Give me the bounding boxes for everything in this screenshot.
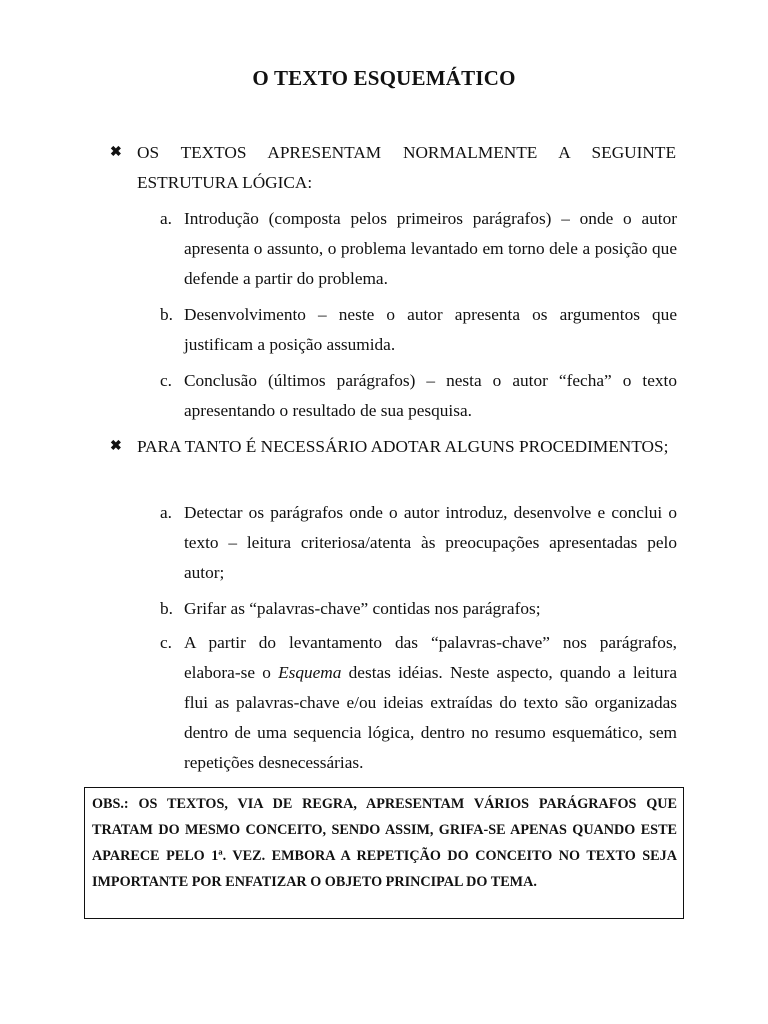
emphasis-esquema: Esquema <box>278 663 342 682</box>
list-item-conclusao <box>160 366 677 426</box>
list-item-text-start: A partir do levantamento das “palavras-chave” nos parágrafos, elabora-se o <box>184 633 677 682</box>
list-item-label: b. <box>160 599 173 618</box>
x-mark-icon: ✖ <box>110 439 122 454</box>
page-title: O TEXTO ESQUEMÁTICO <box>252 66 516 90</box>
list-item-text: Conclusão (últimos parágrafos) – nesta o autor “fecha” o texto apresentando o resultado de sua pesquisa. <box>184 371 677 420</box>
list-item-label: c. <box>160 371 172 390</box>
list-item-label: a. <box>160 503 172 522</box>
list-item-detectar <box>160 498 677 588</box>
list-item-grifar <box>160 594 677 624</box>
x-mark-icon: ✖ <box>110 145 122 160</box>
list-item-introducao <box>160 204 677 294</box>
bullet-item-structure <box>110 138 676 197</box>
bullet-text: PARA TANTO É NECESSÁRIO ADOTAR ALGUNS PROCEDIMENTOS; <box>137 437 669 456</box>
bullet-text: OS TEXTOS APRESENTAM NORMALMENTE A SEGUINTE ESTRUTURA LÓGICA: <box>137 143 676 192</box>
list-item-label: a. <box>160 209 172 228</box>
list-item-text: Introdução (composta pelos primeiros parágrafos) – onde o autor apresenta o assunto, o problema levantado em torno dele a posição que defende a partir do problema. <box>184 209 677 288</box>
list-item-text-end: destas idéias. Neste aspecto, quando a leitura flui as palavras-chave e/ou ideias extraídas do texto são organizadas dentro de uma sequencia lógica, dentro no resumo esquemático, sem repetições desnecessárias. <box>184 663 677 772</box>
list-item-text: Grifar as “palavras-chave” contidas nos parágrafos; <box>184 599 541 618</box>
list-item-text: Desenvolvimento – neste o autor apresenta os argumentos que justificam a posição assumida. <box>184 305 677 354</box>
list-item-label: c. <box>160 633 172 652</box>
list-item-text <box>184 628 677 778</box>
list-item-desenvolvimento <box>160 300 677 360</box>
list-item-text: Detectar os parágrafos onde o autor introduz, desenvolve e conclui o texto – leitura criteriosa/atenta às preocupações apresentadas pelo autor; <box>184 503 677 582</box>
list-item-esquema <box>160 628 677 778</box>
observation-box: OBS.: OS TEXTOS, VIA DE REGRA, APRESENTAM VÁRIOS PARÁGRAFOS QUE TRATAM DO MESMO CONCEITO, SENDO ASSIM, GRIFA-SE APENAS QUANDO ESTE APARECE PELO 1ª. VEZ. EMBORA A REPETIÇÃO DO CONCEITO NO TEXTO SEJA IMPORTANTE POR ENFATIZAR O OBJETO PRINCIPAL DO TEMA. <box>84 787 684 919</box>
list-item-label: b. <box>160 305 173 324</box>
bullet-item-procedures <box>110 432 676 462</box>
